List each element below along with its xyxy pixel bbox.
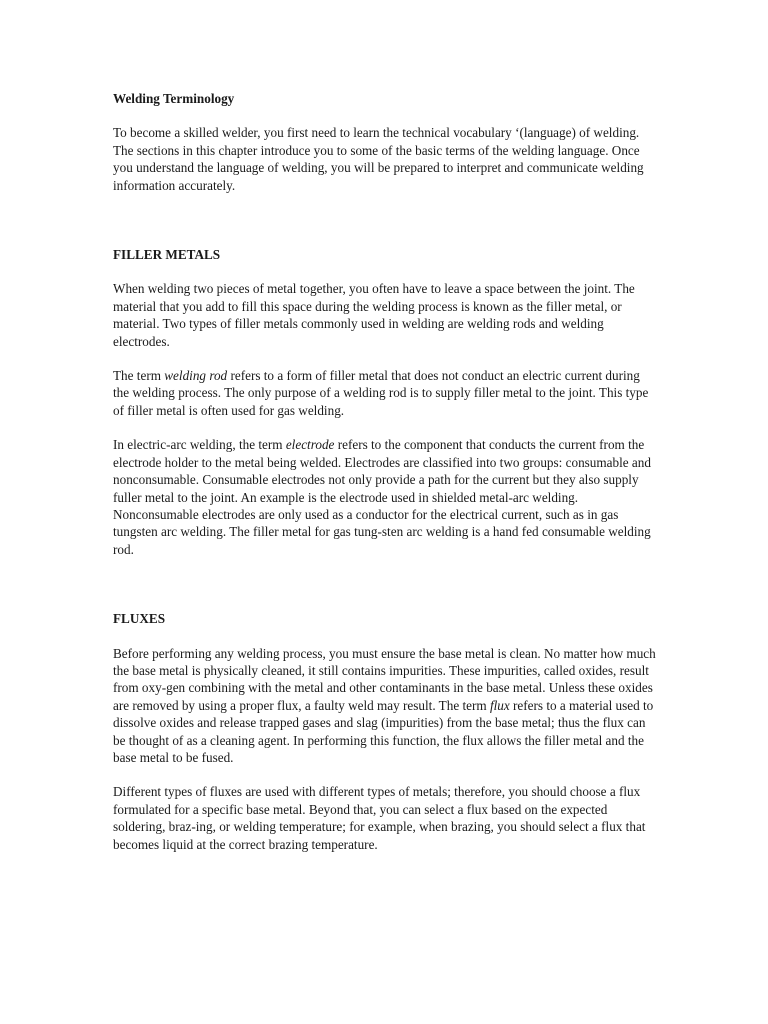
document-title: Welding Terminology — [113, 91, 235, 106]
paragraph-text: In electric-arc welding, the term — [113, 437, 286, 453]
fluxes-paragraph-1 — [113, 645, 658, 767]
term-electrode: electrode — [285, 437, 335, 453]
term-flux: flux — [489, 697, 510, 713]
paragraph-text: refers to the component that conducts the current from the electrode holder to the metal being welded. Electrodes are classified into two groups: consumable and nonconsumable. Consumable electrodes not only provide a path for the current but they also supply fuller metal to the joint. An example is the electrode used in shielded metal-arc welding. Nonconsumable electrodes are only used as a conductor for the electrical current, such as in gas tungsten arc welding. The filler metal for gas tung-sten arc welding is a hand fed consumable welding rod. — [113, 437, 651, 557]
fluxes-paragraph-2: Different types of fluxes are used with different types of metals; therefore, you should choose a flux formulated for a specific base metal. Beyond that, you can select a flux based on the expected soldering, braz-ing, or welding temperature; for example, when brazing, you should select a flux that becomes liquid at the correct brazing temperature. — [113, 784, 646, 852]
intro-paragraph: To become a skilled welder, you first need to learn the technical vocabulary ‘(language) of welding. The sections in this chapter introduce you to some of the basic terms of the welding language. Once you understand the language of welding, you will be prepared to interpret and communicate welding information accurately. — [113, 125, 644, 193]
term-welding-rod: welding rod — [164, 368, 228, 384]
paragraph-text: refers to a form of filler metal that does not conduct an electric current during the welding process. The only purpose of a welding rod is to supply filler metal to the joint. This type of filler metal is often used for gas welding. — [113, 368, 649, 418]
filler-metals-paragraph-1: When welding two pieces of metal together, you often have to leave a space between the joint. The material that you add to fill this space during the welding process is known as the filler metal, or material. Two types of filler metals commonly used in welding are welding rods and welding electrodes. — [113, 281, 635, 349]
filler-metals-paragraph-2 — [113, 367, 658, 419]
filler-metals-heading: FILLER METALS — [113, 247, 221, 263]
paragraph-text: refers to a material used to dissolve oxides and release trapped gases and slag (impurities) from the base metal; thus the flux can be thought of as a cleaning agent. In performing this function, the flux allows the filler metal and the base metal to be fused. — [113, 697, 654, 765]
paragraph-text: The term — [113, 368, 165, 384]
fluxes-heading: FLUXES — [113, 611, 166, 627]
paragraph-text: Before performing any welding process, you must ensure the base metal is clean. No matter how much the base metal is physically cleaned, it still contains impurities. These impurities, called oxides, result from oxy-gen combining with the metal and other contaminants in the base metal. Unless these oxides are removed by using a proper flux, a faulty weld may result. The term — [113, 645, 656, 713]
document-page — [113, 90, 658, 853]
filler-metals-paragraph-3 — [113, 436, 658, 558]
